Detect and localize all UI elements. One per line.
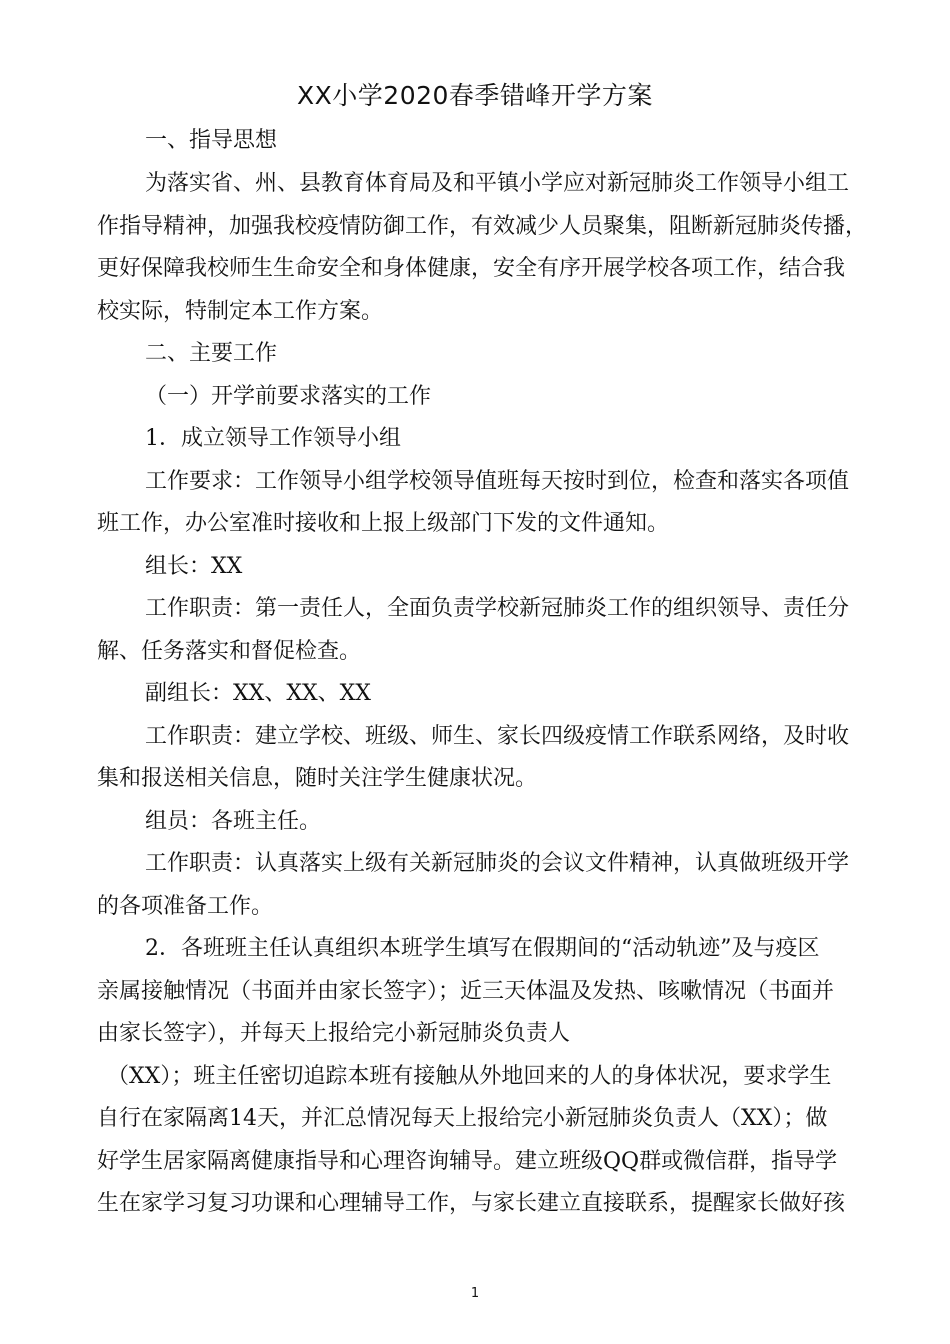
paragraph-line: 校实际，特制定本工作方案。	[97, 299, 384, 324]
section-heading-guiding-ideology: 一、指导思想	[145, 128, 278, 153]
paragraph-line: 班工作，办公室准时接收和上报上级部门下发的文件通知。	[97, 511, 670, 536]
paragraph-line: 由家长签字），并每天上报给完小新冠肺炎负责人	[97, 1021, 571, 1046]
members-line: 组员：各班主任。	[145, 809, 322, 834]
paragraph-line: 的各项准备工作。	[97, 894, 274, 919]
paragraph-line: 工作职责：建立学校、班级、师生、家长四级疫情工作联系网络，及时收	[145, 724, 850, 749]
paragraph-line: 工作职责：认真落实上级有关新冠肺炎的会议文件精神，认真做班级开学	[145, 851, 850, 876]
paragraph-line: 为落实省、州、县教育体育局及和平镇小学应对新冠肺炎工作领导小组工	[145, 171, 850, 196]
paragraph-line: 亲属接触情况（书面并由家长签字）；近三天体温及发热、咳嗽情况（书面并	[97, 979, 835, 1004]
paragraph-line: 更好保障我校师生生命安全和身体健康，安全有序开展学校各项工作，结合我	[97, 256, 846, 281]
paragraph-line: 作指导精神，加强我校疫情防御工作，有效减少人员聚集，阻断新冠肺炎传播，	[97, 214, 868, 239]
paragraph-line: 自行在家隔离14天，并汇总情况每天上报给完小新冠肺炎负责人（XX）；做	[97, 1106, 828, 1131]
leader-line: 组长：XX	[145, 554, 243, 579]
document-title: XX小学2020春季错峰开学方案	[297, 81, 653, 110]
paragraph-line: 集和报送相关信息，随时关注学生健康状况。	[97, 766, 538, 791]
section-heading-main-work: 二、主要工作	[145, 341, 278, 366]
paragraph-line: 解、任务落实和督促检查。	[97, 639, 362, 664]
paragraph-line: 工作职责：第一责任人，全面负责学校新冠肺炎工作的组织领导、责任分	[145, 596, 850, 621]
page-number: 1	[470, 1286, 480, 1301]
paragraph-line: 2．各班班主任认真组织本班学生填写在假期间的“活动轨迹”及与疫区	[145, 936, 820, 961]
numbered-item-heading: 1．成立领导工作领导小组	[145, 426, 401, 451]
deputy-leader-line: 副组长：XX、XX、XX	[145, 681, 371, 706]
paragraph-line: 生在家学习复习功课和心理辅导工作，与家长建立直接联系，提醒家长做好孩	[97, 1191, 846, 1216]
paragraph-line: 好学生居家隔离健康指导和心理咨询辅导。建立班级QQ群或微信群，指导学	[97, 1149, 838, 1174]
paragraph-line: 工作要求：工作领导小组学校领导值班每天按时到位，检查和落实各项值	[145, 469, 850, 494]
paragraph-line: （XX）；班主任密切追踪本班有接触从外地回来的人的身体状况，要求学生	[107, 1064, 832, 1089]
subsection-heading: （一）开学前要求落实的工作	[145, 384, 432, 409]
